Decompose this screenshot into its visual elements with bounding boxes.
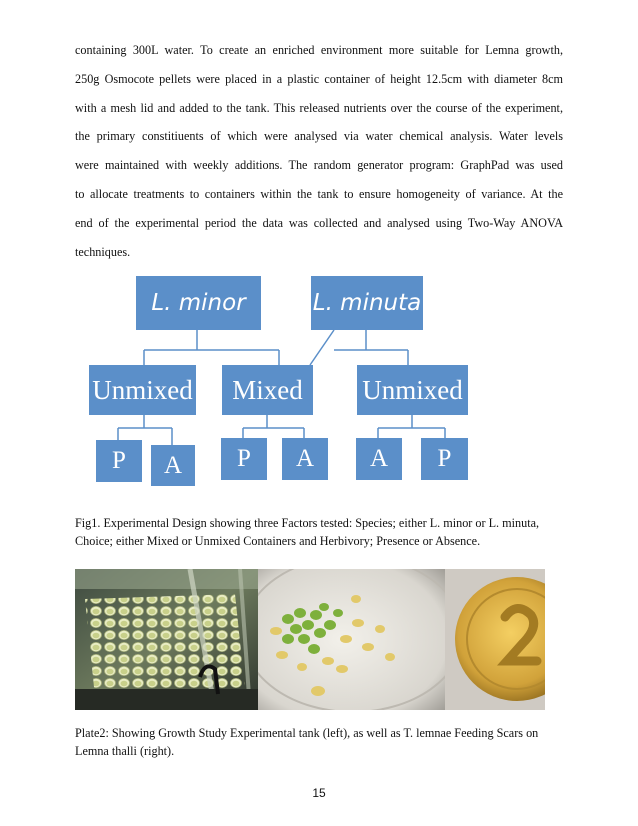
body-line: to allocate treatments to containers within the tank to ensure homogeneity of variance. At the <box>75 187 563 201</box>
body-line: end of the experimental period the data was collected and analysed using Two-Way ANOVA <box>75 216 563 230</box>
body-line: were maintained with weekly additions. The random generator program: GraphPad was used <box>75 158 563 172</box>
tank-photo <box>75 569 258 710</box>
herbivory-box: A <box>356 438 402 480</box>
body-line: techniques. <box>75 245 131 259</box>
fig1-caption: Fig1. Experimental Design showing three Factors tested: Species; either L. minor or L. minuta, Choice; either Mixed or Unmixed Containers and Herbivory; Presence or Absence. <box>75 516 540 548</box>
body-line: the primary constitiuents of which were analysed via water chemical analysis. Water levels <box>75 129 563 143</box>
herbivory-box: P <box>221 438 267 480</box>
plate2-caption: Plate2: Showing Growth Study Experimental tank (left), as well as T. lemnae Feeding Scars on Lemna thalli (right). <box>75 726 539 758</box>
coin-photo <box>445 569 545 710</box>
choice-box-mixed: Mixed <box>222 365 313 415</box>
herbivory-box: A <box>282 438 328 480</box>
feeding-scars-photo <box>258 569 445 710</box>
species-box-l-minor: L. minor <box>136 276 261 330</box>
species-box-l-minuta: L. minuta <box>311 276 423 330</box>
herbivory-box: A <box>151 445 195 486</box>
page-number: 15 <box>312 786 326 800</box>
body-line: 250g Osmocote pellets were placed in a plastic container of height 12.5cm with diameter 8cm <box>75 72 563 86</box>
choice-box-unmixed-left: Unmixed <box>89 365 196 415</box>
herbivory-box: P <box>96 440 142 482</box>
body-line: containing 300L water. To create an enriched environment more suitable for Lemna growth, <box>75 43 563 57</box>
choice-box-unmixed-right: Unmixed <box>357 365 468 415</box>
body-line: with a mesh lid and added to the tank. This released nutrients over the course of the experiment, <box>75 101 563 115</box>
herbivory-box: P <box>421 438 468 480</box>
